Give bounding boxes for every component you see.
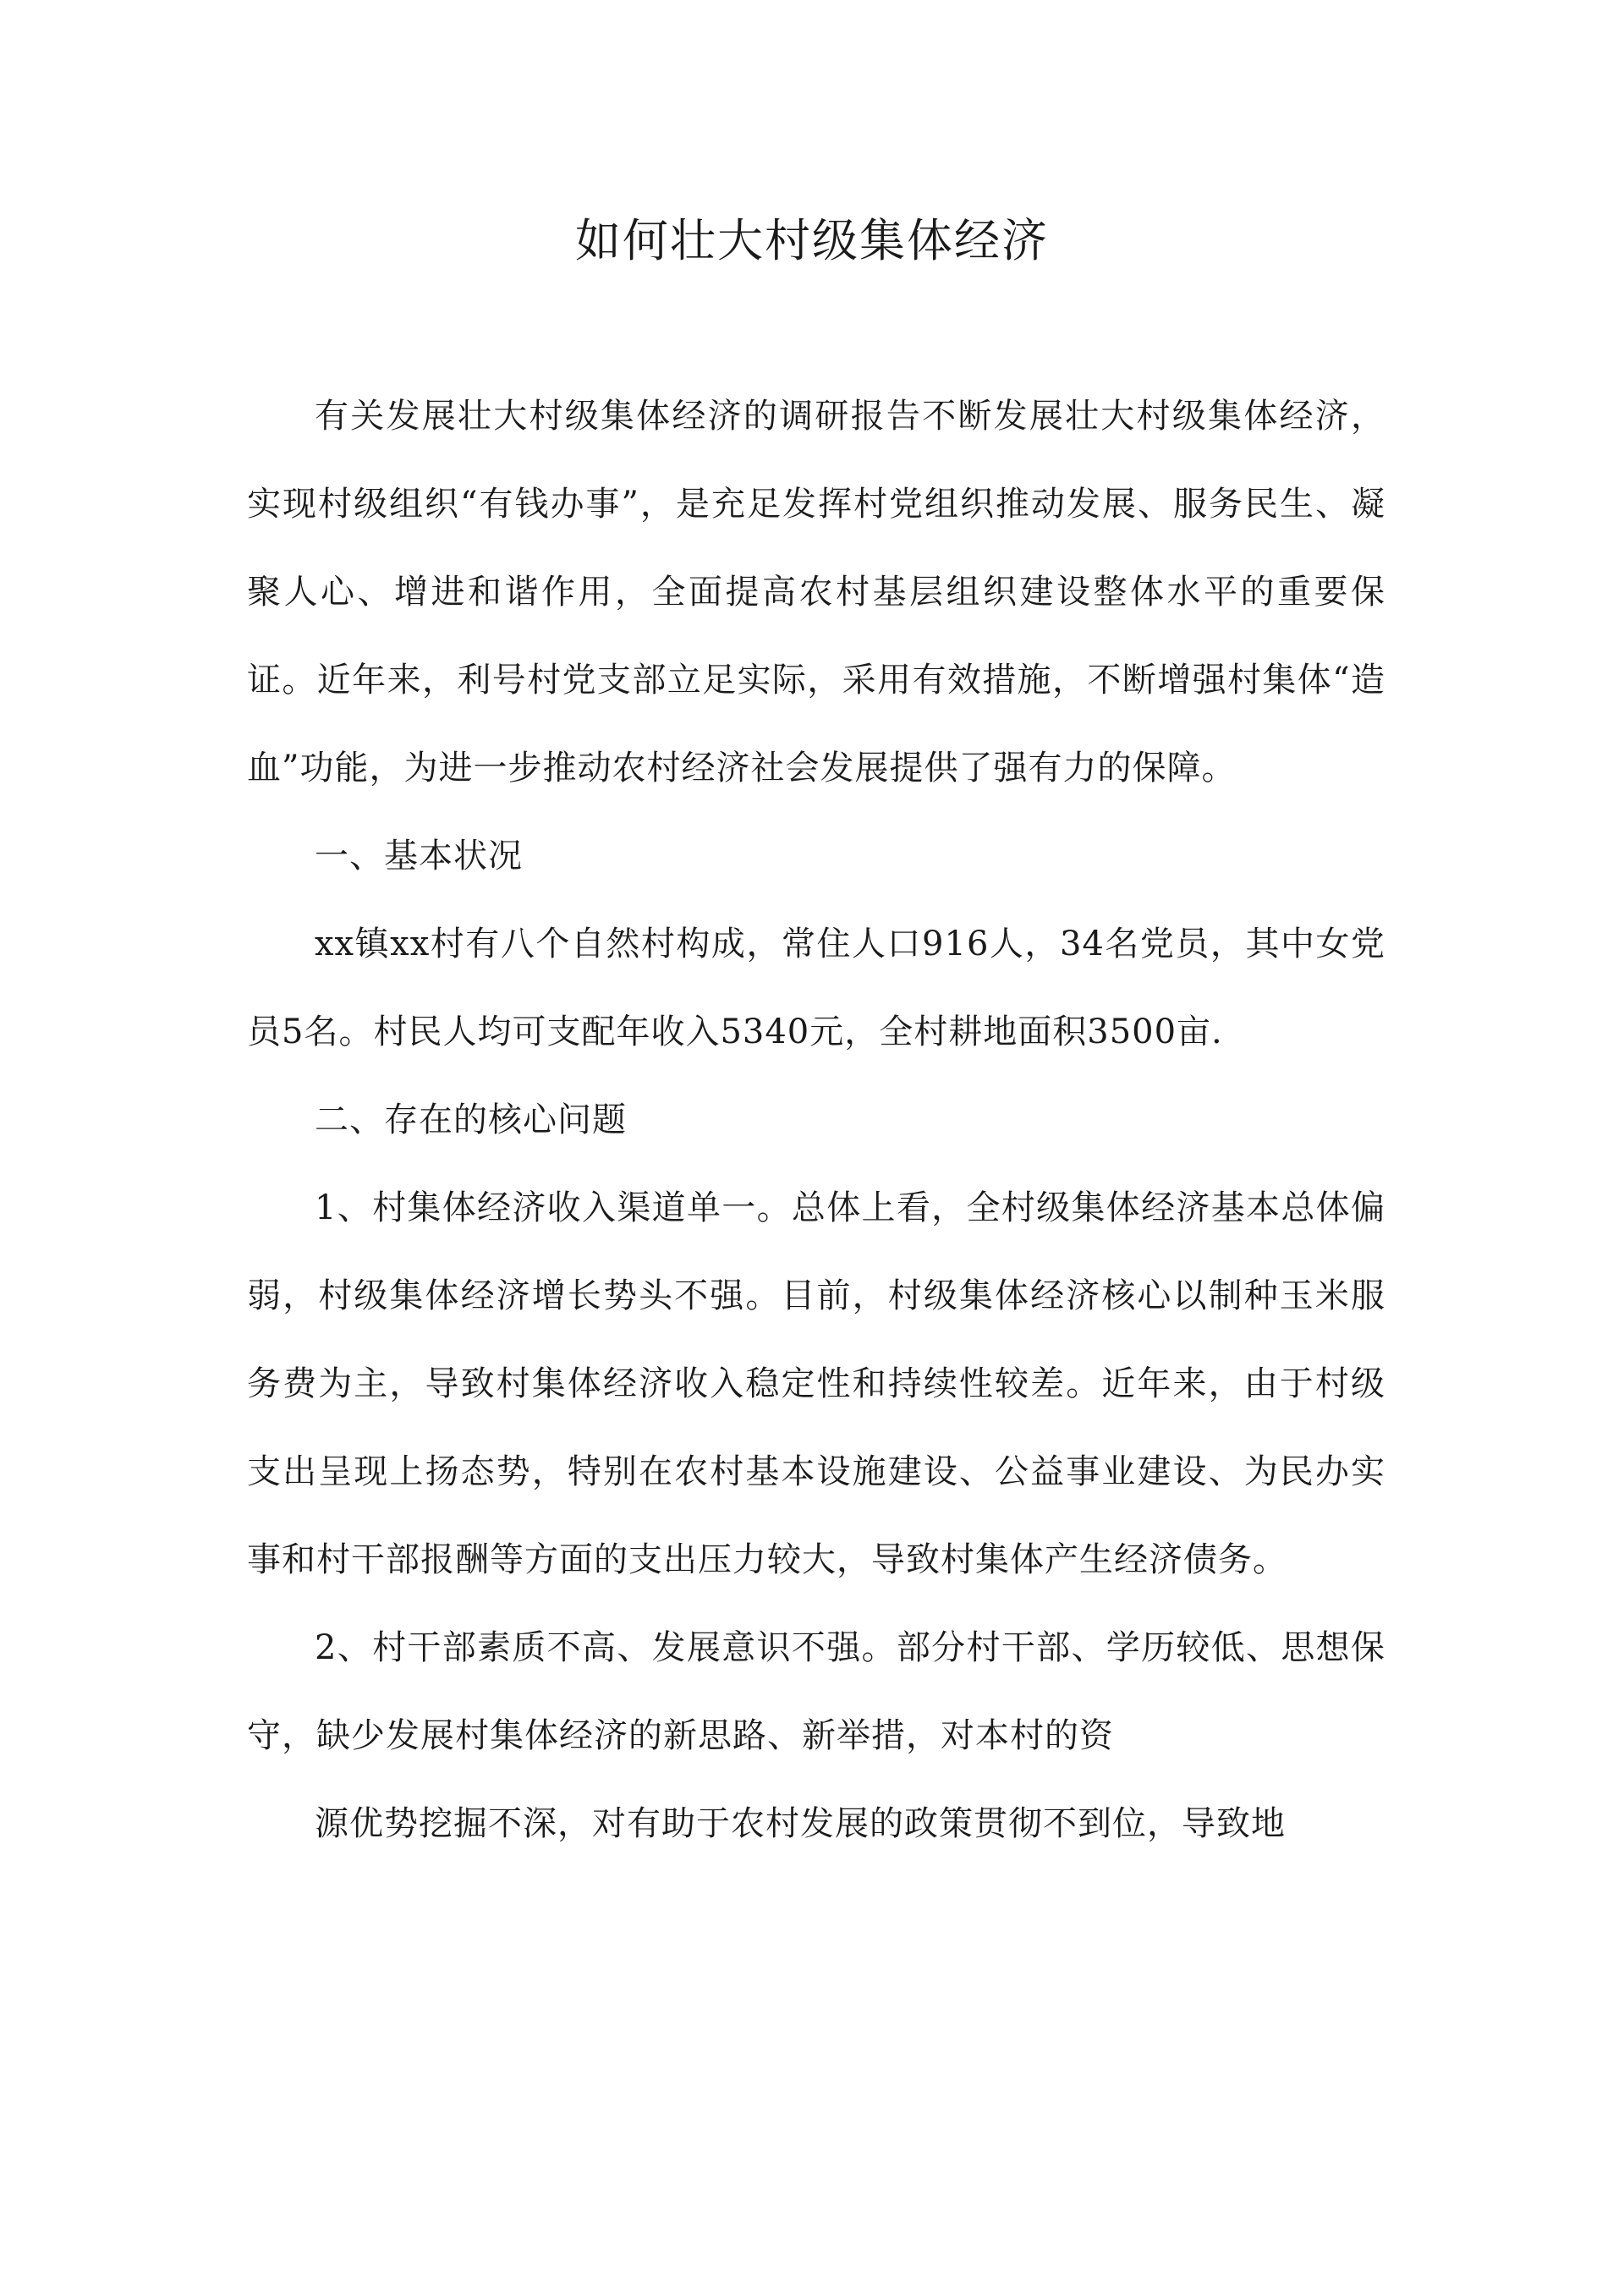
paragraph-intro: 有关发展壮大村级集体经济的调研报告不断发展壮大村级集体经济，实现村级组织“有钱办事”，是充足发挥村党组织推动发展、服务民生、凝聚人心、增进和谐作用，全面提高农村基层组织建设整体水平的重要保证。近年来，利号村党支部立足实际，采用有效措施，不断增强村集体“造血”功能，为进一步推动农村经济社会发展提供了强有力的保障。 [247, 397, 1385, 788]
paragraph-basic-situation: xx镇xx村有八个自然村构成，常住人口916人，34名党员，其中女党员5名。村民人均可支配年收入5340元，全村耕地面积3500亩. [247, 925, 1385, 1051]
paragraph-problem-2: 2、村干部素质不高、发展意识不强。部分村干部、学历较低、思想保守，缺少发展村集体经济的新思路、新举措，对本村的资 [247, 1628, 1385, 1755]
document-title: 如何壮大村级集体经济 [575, 214, 1049, 267]
paragraph-problem-1: 1、村集体经济收入渠道单一。总体上看，全村级集体经济基本总体偏弱，村级集体经济增长势头不强。目前，村级集体经济核心以制种玉米服务费为主，导致村集体经济收入稳定性和持续性较差。近年来，由于村级支出呈现上扬态势，特别在农村基本设施建设、公益事业建设、为民办实事和村干部报酬等方面的支出压力较大，导致村集体产生经济债务。 [247, 1188, 1385, 1579]
section-heading-basic-situation: 一、基本状况 [315, 837, 523, 875]
document-body [247, 372, 1385, 1868]
paragraph-problem-2-continued: 源优势挖掘不深，对有助于农村发展的政策贯彻不到位，导致地 [315, 1804, 1286, 1843]
section-heading-core-problems: 二、存在的核心问题 [315, 1100, 627, 1139]
